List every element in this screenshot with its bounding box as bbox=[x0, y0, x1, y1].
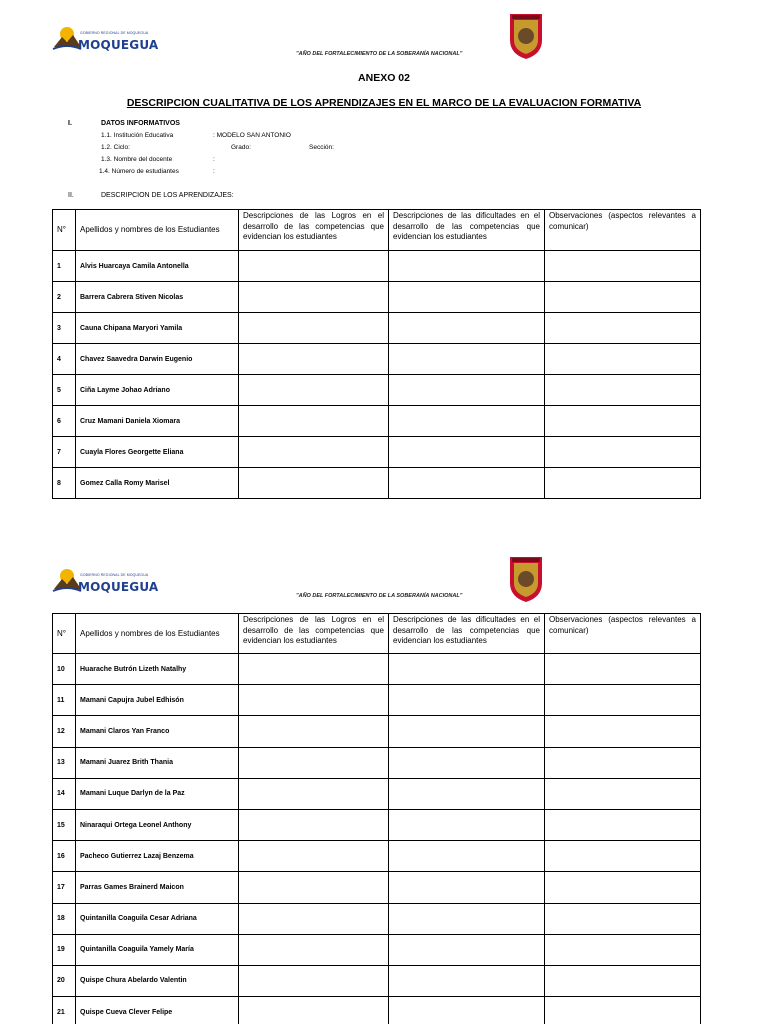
achievements-cell[interactable] bbox=[239, 841, 389, 872]
achievements-cell[interactable] bbox=[239, 251, 389, 282]
achievements-cell[interactable] bbox=[239, 313, 389, 344]
achievements-cell[interactable] bbox=[239, 437, 389, 468]
document-title: DESCRIPCION CUALITATIVA DE LOS APRENDIZAJES EN EL MARCO DE LA EVALUACION FORMATIVA bbox=[126, 97, 642, 109]
student-name: Cruz Mamani Daniela Xiomara bbox=[76, 406, 239, 437]
table-row bbox=[53, 778, 701, 809]
observations-cell[interactable] bbox=[545, 251, 701, 282]
difficulties-cell[interactable] bbox=[389, 344, 545, 375]
students-label: 1.4. Número de estudiantes bbox=[99, 168, 179, 175]
student-name: Cauna Chipana Maryori Yamila bbox=[76, 313, 239, 344]
students-colon: : bbox=[213, 168, 215, 175]
students-table-page2 bbox=[52, 613, 701, 1024]
row-number: 6 bbox=[53, 406, 76, 437]
difficulties-cell[interactable] bbox=[389, 809, 545, 840]
header-achievements: Descripciones de las Logros en el desarrollo de las competencias que evidencian los estudiantes bbox=[239, 614, 389, 654]
table-row bbox=[53, 997, 701, 1024]
shield-icon bbox=[508, 12, 544, 60]
achievements-cell[interactable] bbox=[239, 903, 389, 934]
section1-number: I. bbox=[68, 120, 72, 127]
observations-cell[interactable] bbox=[545, 437, 701, 468]
difficulties-cell[interactable] bbox=[389, 934, 545, 965]
row-number: 20 bbox=[53, 965, 76, 996]
row-number: 2 bbox=[53, 282, 76, 313]
row-number: 19 bbox=[53, 934, 76, 965]
achievements-cell[interactable] bbox=[239, 965, 389, 996]
row-number: 13 bbox=[53, 747, 76, 778]
difficulties-cell[interactable] bbox=[389, 997, 545, 1024]
row-number: 21 bbox=[53, 997, 76, 1024]
table-row bbox=[53, 809, 701, 840]
row-number: 5 bbox=[53, 375, 76, 406]
observations-cell[interactable] bbox=[545, 716, 701, 747]
section2-title: DESCRIPCION DE LOS APRENDIZAJES: bbox=[101, 192, 234, 199]
annex-title: ANEXO 02 bbox=[358, 72, 410, 84]
difficulties-cell[interactable] bbox=[389, 654, 545, 685]
header-achievements: Descripciones de las Logros en el desarrollo de las competencias que evidencian los estudiantes bbox=[239, 210, 389, 251]
header-difficulties: Descripciones de las dificultades en el desarrollo de las competencias que evidencian los estudiantes bbox=[389, 210, 545, 251]
motto-page2: "AÑO DEL FORTALECIMIENTO DE LA SOBERANÍA NACIONAL" bbox=[296, 593, 463, 599]
difficulties-cell[interactable] bbox=[389, 406, 545, 437]
school-shield bbox=[508, 12, 544, 60]
header-observations: Observaciones (aspectos relevantes a comunicar) bbox=[545, 614, 701, 654]
observations-cell[interactable] bbox=[545, 903, 701, 934]
table-row bbox=[53, 468, 701, 499]
table-row bbox=[53, 841, 701, 872]
difficulties-cell[interactable] bbox=[389, 375, 545, 406]
table-row bbox=[53, 437, 701, 468]
row-number: 16 bbox=[53, 841, 76, 872]
row-number: 4 bbox=[53, 344, 76, 375]
motto: "AÑO DEL FORTALECIMIENTO DE LA SOBERANÍA NACIONAL" bbox=[296, 51, 463, 57]
student-name: Quispe Cueva Clever Felipe bbox=[76, 997, 239, 1024]
table-header-row bbox=[53, 614, 701, 654]
observations-cell[interactable] bbox=[545, 934, 701, 965]
observations-cell[interactable] bbox=[545, 685, 701, 716]
achievements-cell[interactable] bbox=[239, 344, 389, 375]
difficulties-cell[interactable] bbox=[389, 965, 545, 996]
student-name: Quispe Chura Abelardo Valentin bbox=[76, 965, 239, 996]
header-difficulties: Descripciones de las dificultades en el desarrollo de las competencias que evidencian los estudiantes bbox=[389, 614, 545, 654]
student-name: Barrera Cabrera Stiven Nicolas bbox=[76, 282, 239, 313]
teacher-colon: : bbox=[213, 156, 215, 163]
table-row bbox=[53, 965, 701, 996]
achievements-cell[interactable] bbox=[239, 716, 389, 747]
student-name: Mamani Capujra Jubel Edhisón bbox=[76, 685, 239, 716]
logo-subtitle: GOBIERNO REGIONAL DE MOQUEGUA bbox=[80, 573, 149, 577]
difficulties-cell[interactable] bbox=[389, 468, 545, 499]
achievements-cell[interactable] bbox=[239, 747, 389, 778]
region-logo-page2 bbox=[52, 567, 160, 597]
table-row bbox=[53, 685, 701, 716]
section2-number: II. bbox=[68, 192, 74, 199]
achievements-cell[interactable] bbox=[239, 997, 389, 1024]
teacher-label: 1.3. Nombre del docente bbox=[101, 156, 173, 163]
achievements-cell[interactable] bbox=[239, 282, 389, 313]
student-name: Ciña Layme Johao Adriano bbox=[76, 375, 239, 406]
observations-cell[interactable] bbox=[545, 965, 701, 996]
observations-cell[interactable] bbox=[545, 375, 701, 406]
difficulties-cell[interactable] bbox=[389, 841, 545, 872]
observations-cell[interactable] bbox=[545, 841, 701, 872]
observations-cell[interactable] bbox=[545, 809, 701, 840]
difficulties-cell[interactable] bbox=[389, 313, 545, 344]
header-observations: Observaciones (aspectos relevantes a comunicar) bbox=[545, 210, 701, 251]
achievements-cell[interactable] bbox=[239, 872, 389, 903]
observations-cell[interactable] bbox=[545, 344, 701, 375]
difficulties-cell[interactable] bbox=[389, 282, 545, 313]
grade-label: Grado: bbox=[231, 144, 251, 151]
student-name: Mamani Claros Yan Franco bbox=[76, 716, 239, 747]
row-number: 18 bbox=[53, 903, 76, 934]
table-row bbox=[53, 406, 701, 437]
achievements-cell[interactable] bbox=[239, 809, 389, 840]
achievements-cell[interactable] bbox=[239, 375, 389, 406]
table-row bbox=[53, 313, 701, 344]
difficulties-cell[interactable] bbox=[389, 716, 545, 747]
table-row bbox=[53, 282, 701, 313]
table-row bbox=[53, 344, 701, 375]
institution-value: : MODELO SAN ANTONIO bbox=[213, 132, 291, 139]
row-number: 8 bbox=[53, 468, 76, 499]
observations-cell[interactable] bbox=[545, 747, 701, 778]
row-number: 3 bbox=[53, 313, 76, 344]
logo-text: MOQUEGUA bbox=[78, 38, 159, 52]
achievements-cell[interactable] bbox=[239, 654, 389, 685]
table-row bbox=[53, 375, 701, 406]
difficulties-cell[interactable] bbox=[389, 903, 545, 934]
table-row bbox=[53, 903, 701, 934]
student-name: Quintanilla Coaguila Cesar Adriana bbox=[76, 903, 239, 934]
section1-title: DATOS INFORMATIVOS bbox=[101, 120, 180, 127]
row-number: 15 bbox=[53, 809, 76, 840]
observations-cell[interactable] bbox=[545, 468, 701, 499]
student-name: Ninaraqui Ortega Leonel Anthony bbox=[76, 809, 239, 840]
achievements-cell[interactable] bbox=[239, 468, 389, 499]
table-row bbox=[53, 251, 701, 282]
logo-text: MOQUEGUA bbox=[78, 580, 159, 594]
row-number: 1 bbox=[53, 251, 76, 282]
row-number: 14 bbox=[53, 778, 76, 809]
header-num: N° bbox=[53, 210, 76, 251]
observations-cell[interactable] bbox=[545, 997, 701, 1024]
logo-subtitle: GOBIERNO REGIONAL DE MOQUEGUA bbox=[80, 31, 149, 35]
table-row bbox=[53, 934, 701, 965]
student-name: Cuayla Flores Georgette Eliana bbox=[76, 437, 239, 468]
student-name: Quintanilla Coaguila Yamely María bbox=[76, 934, 239, 965]
achievements-cell[interactable] bbox=[239, 406, 389, 437]
row-number: 7 bbox=[53, 437, 76, 468]
difficulties-cell[interactable] bbox=[389, 437, 545, 468]
cycle-label: 1.2. Ciclo: bbox=[101, 144, 130, 151]
header-name: Apellidos y nombres de los Estudiantes bbox=[76, 210, 239, 251]
row-number: 12 bbox=[53, 716, 76, 747]
difficulties-cell[interactable] bbox=[389, 872, 545, 903]
table-row bbox=[53, 747, 701, 778]
student-name: Huarache Butrón Lizeth Natalhy bbox=[76, 654, 239, 685]
header-num: N° bbox=[53, 614, 76, 654]
observations-cell[interactable] bbox=[545, 282, 701, 313]
achievements-cell[interactable] bbox=[239, 934, 389, 965]
table-row bbox=[53, 872, 701, 903]
row-number: 10 bbox=[53, 654, 76, 685]
student-name: Alvis Huarcaya Camila Antonella bbox=[76, 251, 239, 282]
shield-icon bbox=[508, 555, 544, 603]
student-name: Gomez Calla Romy Marisel bbox=[76, 468, 239, 499]
row-number: 11 bbox=[53, 685, 76, 716]
student-name: Chavez Saavedra Darwin Eugenio bbox=[76, 344, 239, 375]
school-shield-page2 bbox=[508, 555, 544, 603]
observations-cell[interactable] bbox=[545, 313, 701, 344]
achievements-cell[interactable] bbox=[239, 778, 389, 809]
difficulties-cell[interactable] bbox=[389, 685, 545, 716]
observations-cell[interactable] bbox=[545, 778, 701, 809]
observations-cell[interactable] bbox=[545, 872, 701, 903]
student-name: Pacheco Gutierrez Lazaj Benzema bbox=[76, 841, 239, 872]
observations-cell[interactable] bbox=[545, 654, 701, 685]
region-logo bbox=[52, 25, 160, 55]
header-name: Apellidos y nombres de los Estudiantes bbox=[76, 614, 239, 654]
table-row bbox=[53, 654, 701, 685]
difficulties-cell[interactable] bbox=[389, 778, 545, 809]
student-name: Parras Games Brainerd Maicon bbox=[76, 872, 239, 903]
achievements-cell[interactable] bbox=[239, 685, 389, 716]
section-label: Sección: bbox=[309, 144, 334, 151]
observations-cell[interactable] bbox=[545, 406, 701, 437]
students-table-page1 bbox=[52, 209, 701, 499]
table-header-row bbox=[53, 210, 701, 251]
difficulties-cell[interactable] bbox=[389, 747, 545, 778]
student-name: Mamani Juarez Brith Thania bbox=[76, 747, 239, 778]
difficulties-cell[interactable] bbox=[389, 251, 545, 282]
table-row bbox=[53, 716, 701, 747]
institution-label: 1.1. Institución Educativa bbox=[101, 132, 174, 139]
row-number: 17 bbox=[53, 872, 76, 903]
student-name: Mamani Luque Darlyn de la Paz bbox=[76, 778, 239, 809]
